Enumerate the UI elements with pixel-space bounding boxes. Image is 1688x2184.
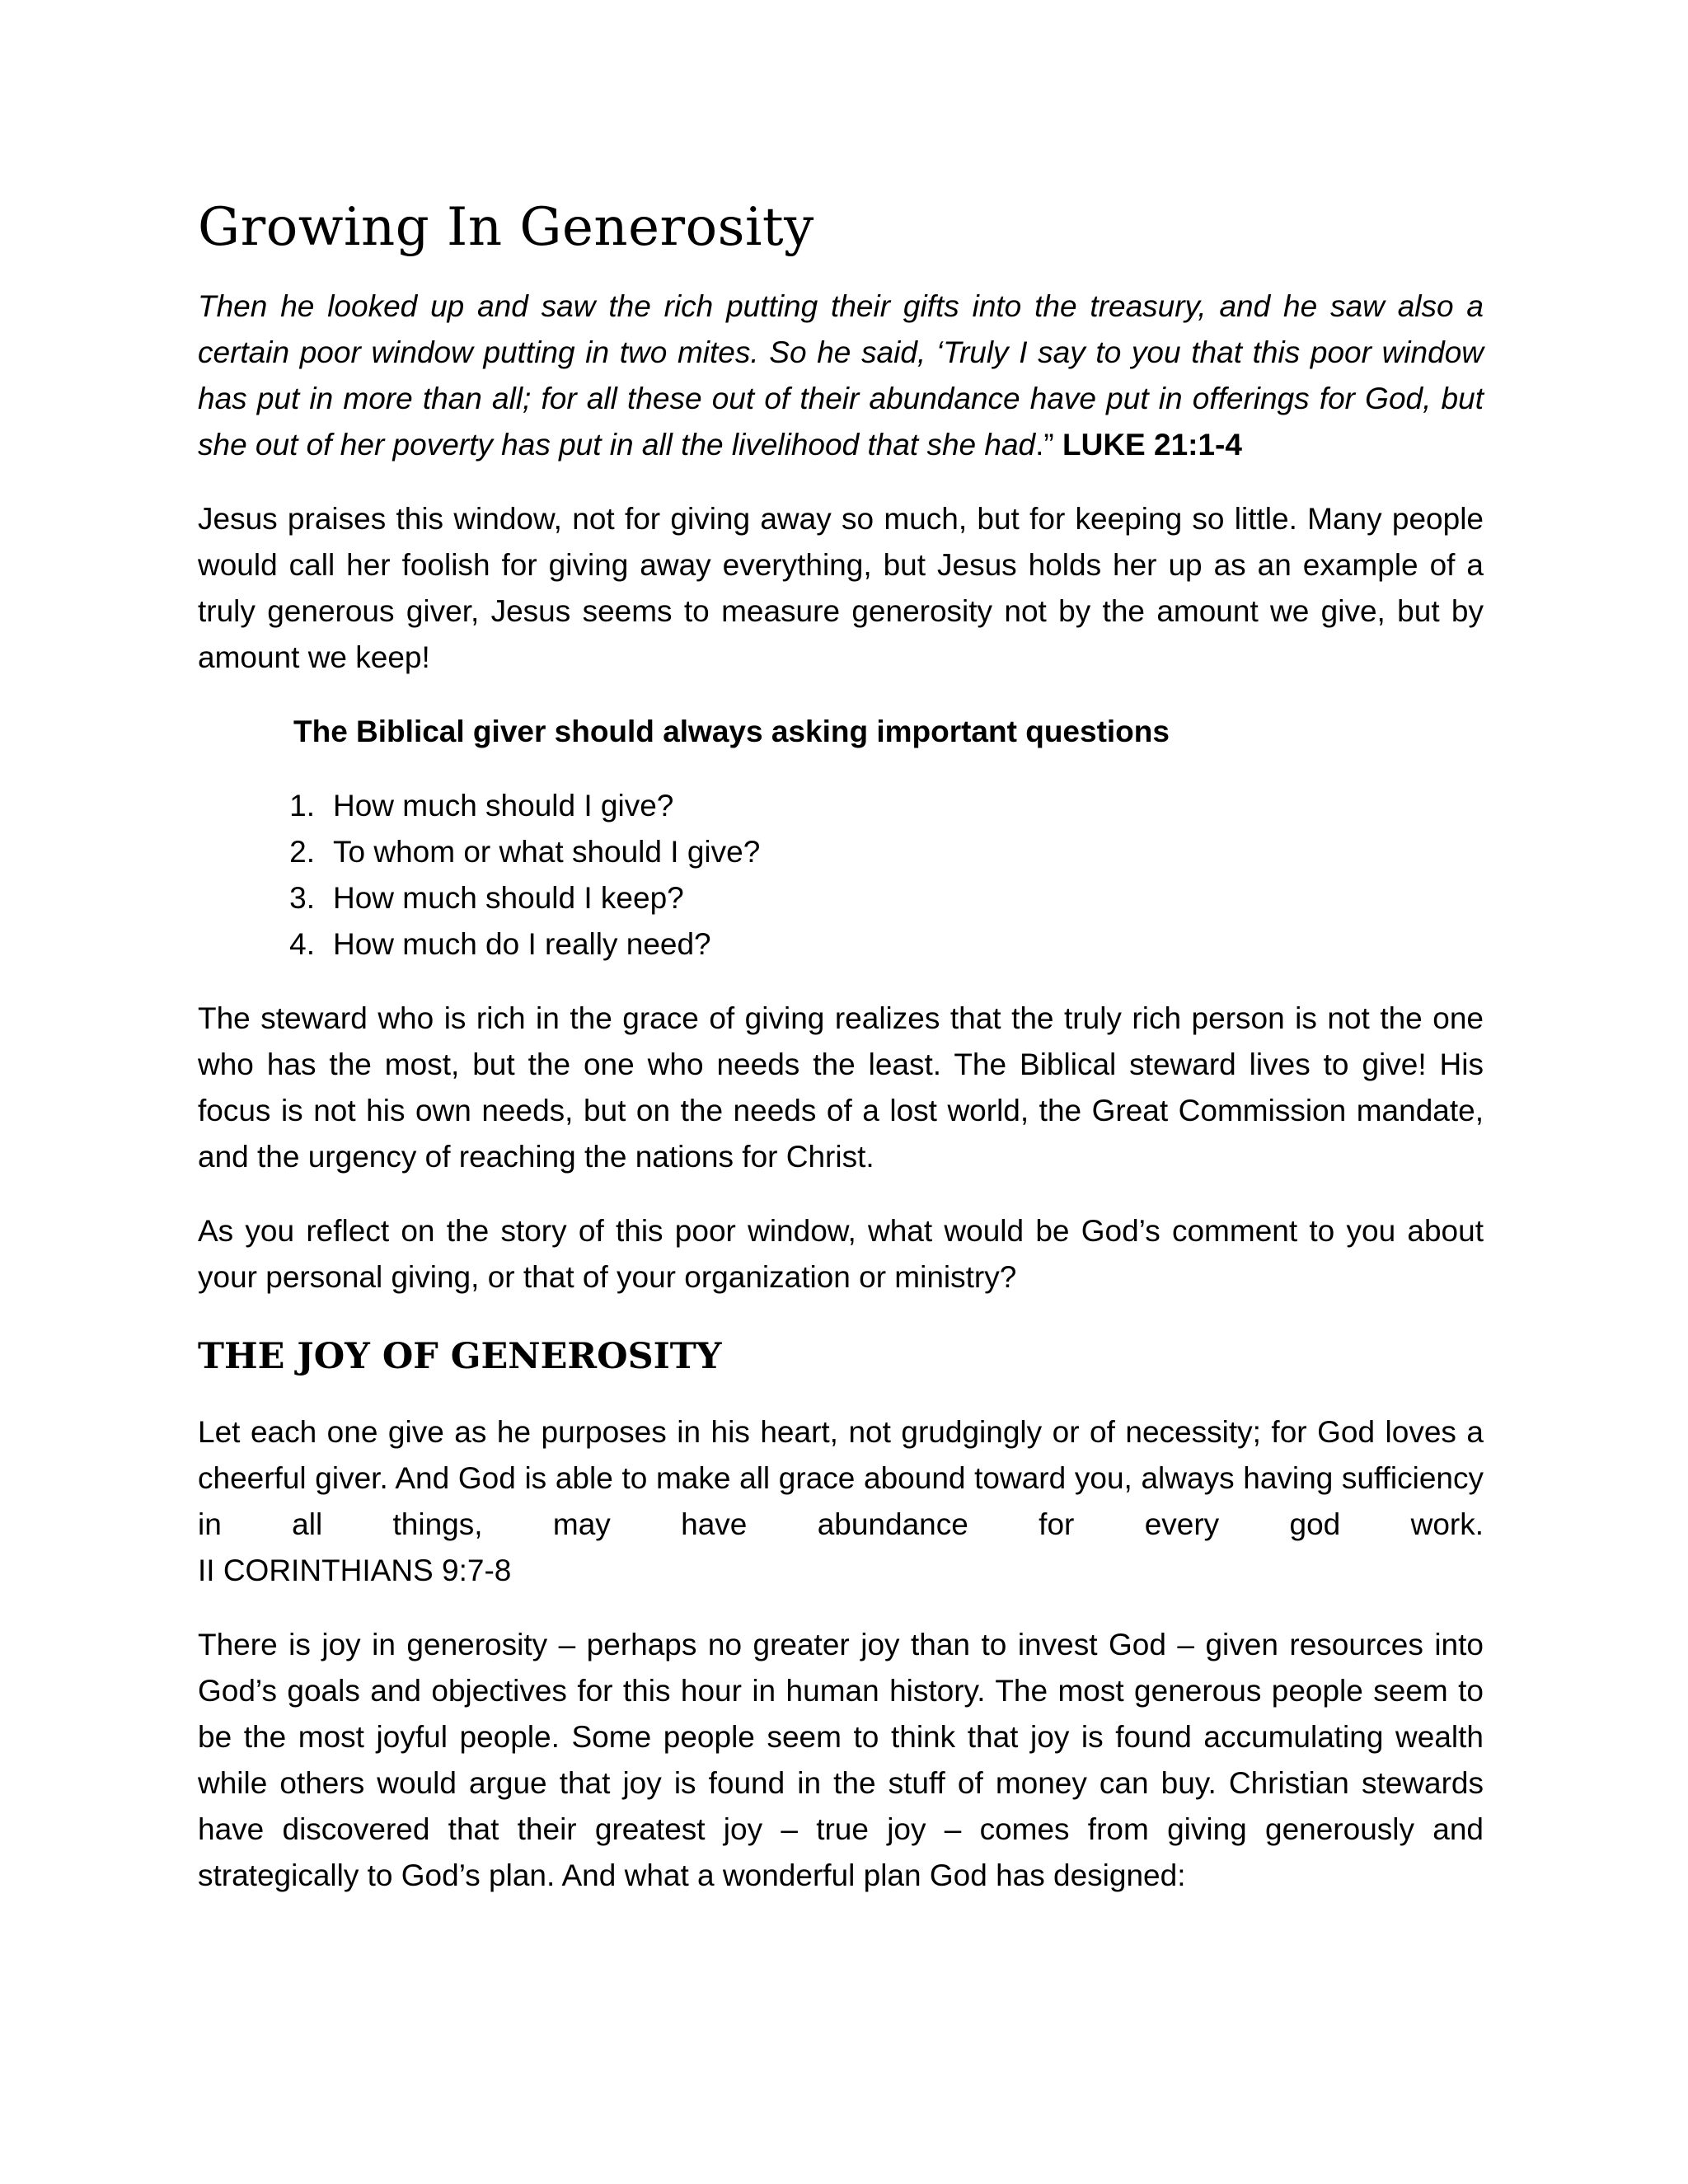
list-item-text: How much should I give? <box>333 789 674 823</box>
scripture-quote-text: Then he looked up and saw the rich putting their gifts into the treasury, and he saw also a certain poor window putting in two mites. So he said, ‘Truly I say to you that this poor window has put in more than all; for all these out of their abundance have put in offerings for God, but she out of her poverty has put in all the livelihood that she had <box>198 289 1484 462</box>
body-paragraph: Jesus praises this window, not for giving away so much, but for keeping so little. Many people would call her foolish for giving away everything, but Jesus holds her up as an example of a truly generous giver, Jesus seems to measure generosity not by the amount we give, but by amount we keep! <box>198 502 1484 674</box>
section-heading: THE JOY OF GENEROSITY <box>198 1336 722 1377</box>
list-item-number: 3. <box>289 881 315 915</box>
list-item-number: 4. <box>289 927 315 961</box>
list-item-text: To whom or what should I give? <box>333 835 761 869</box>
body-paragraph: The steward who is rich in the grace of giving realizes that the truly rich person is not the one who has the most, but the one who needs the least. The Biblical steward lives to give! His focus is not his own needs, but on the needs of a lost world, the Great Commission mandate, and the urgency of reaching the nations for Christ. <box>198 1001 1484 1174</box>
list-item <box>198 829 1484 875</box>
list-item-number: 2. <box>289 835 315 869</box>
list-item <box>198 783 1484 829</box>
page-title: Growing In Generosity <box>198 197 814 258</box>
body-paragraph: As you reflect on the story of this poor window, what would be God’s comment to you about your personal giving, or that of your organization or ministry? <box>198 1214 1484 1294</box>
questions-list <box>198 783 1484 968</box>
scripture-passage: Let each one give as he purposes in his heart, not grudgingly or of necessity; for God loves a cheerful giver. And God is able to make all grace abound toward you, always having sufficiency in all things, may have abundance for every god work. <box>198 1415 1484 1541</box>
scripture-quote <box>198 284 1484 468</box>
scripture-reference: LUKE 21:1-4 <box>1062 428 1242 462</box>
body-paragraph: There is joy in generosity – perhaps no greater joy than to invest God – given resources into God’s goals and objectives for this hour in human history. The most generous people seem to be the most joyful people. Some people seem to think that joy is found accumulating wealth while others would argue that joy is found in the stuff of money can buy. Christian stewards have discovered that their greatest joy – true joy – comes from giving generously and strategically to God’s plan. And what a wonderful plan God has designed: <box>198 1628 1484 1892</box>
list-item <box>198 921 1484 968</box>
questions-heading: The Biblical giver should always asking important questions <box>293 715 1170 748</box>
list-item <box>198 875 1484 921</box>
list-item-number: 1. <box>289 789 315 823</box>
list-item-text: How much should I keep? <box>333 881 684 915</box>
list-item-text: How much do I really need? <box>333 927 711 961</box>
scripture-reference-2: II CORINTHIANS 9:7-8 <box>198 1554 512 1587</box>
document-page <box>198 194 1484 1899</box>
scripture-quote-closing: .” <box>1035 428 1062 462</box>
